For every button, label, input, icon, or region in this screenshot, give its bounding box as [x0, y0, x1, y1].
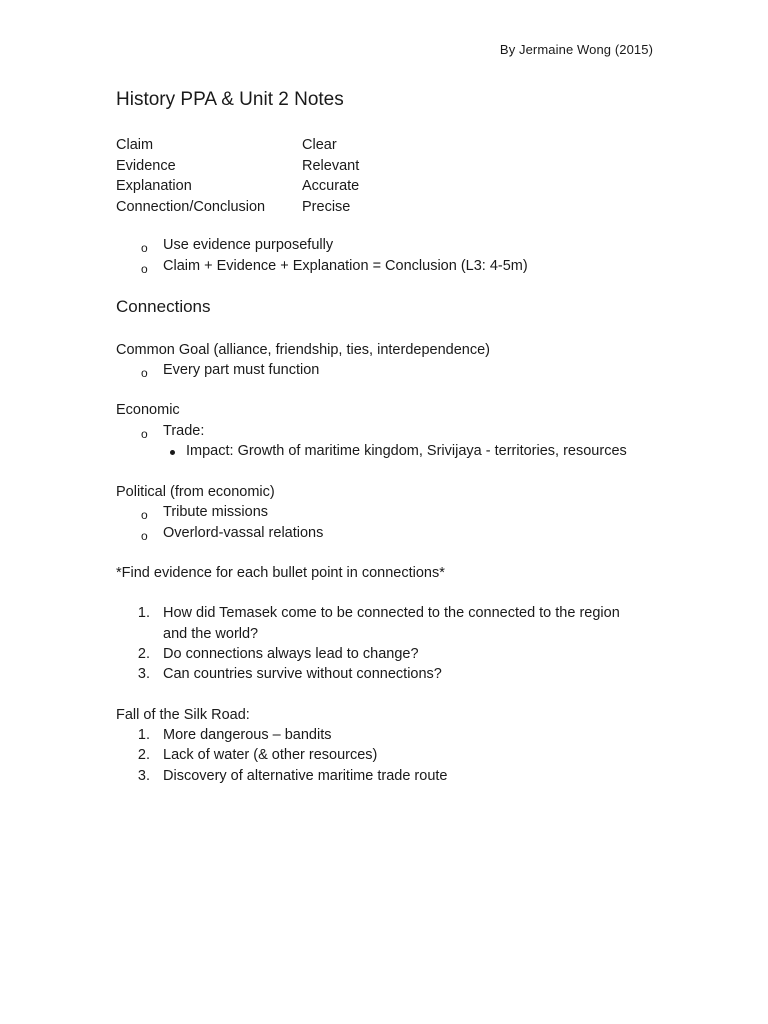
bullet-o-icon: o	[141, 508, 148, 522]
impact-item: Impact: Growth of maritime kingdom, Srivijaya - territories, resources	[186, 443, 627, 459]
trade-item: Trade:	[163, 423, 205, 439]
evidence-note: *Find evidence for each bullet point in connections*	[116, 565, 445, 581]
crec-left: Claim	[116, 137, 154, 153]
bullet-o-icon: o	[141, 529, 148, 543]
bullet-o-icon: o	[141, 262, 148, 276]
crec-right: Relevant	[302, 157, 360, 174]
crec-left: Connection/Conclusion	[116, 198, 266, 215]
question-text: Can countries survive without connections?	[163, 666, 442, 682]
author-credit: By Jermaine Wong (2015)	[499, 42, 653, 57]
question-number: 2.	[137, 646, 150, 662]
silk-road-label: Fall of the Silk Road:	[116, 707, 250, 723]
tip-item: Use evidence purposefully	[163, 237, 334, 253]
crec-row	[116, 135, 359, 156]
crec-table	[116, 135, 359, 217]
crec-left: Explanation	[116, 178, 192, 194]
crec-right: Precise	[302, 198, 351, 215]
political-label: Political (from economic)	[116, 484, 275, 500]
silk-road-item: Lack of water (& other resources)	[163, 747, 378, 763]
silk-road-number: 2.	[137, 747, 150, 763]
bullet-o-icon: o	[141, 366, 148, 380]
crec-row	[116, 176, 359, 197]
question-number: 3.	[137, 666, 150, 682]
crec-left: Evidence	[116, 157, 176, 174]
silk-road-item: Discovery of alternative maritime trade route	[163, 768, 448, 784]
question-number: 1.	[137, 605, 150, 621]
political-item: Tribute missions	[163, 504, 269, 520]
crec-row	[116, 197, 359, 218]
silk-road-number: 3.	[137, 768, 150, 784]
crec-right: Accurate	[302, 178, 360, 194]
common-goal-label: Common Goal (alliance, friendship, ties, interdependence)	[116, 342, 490, 358]
tip-item: Claim + Evidence + Explanation = Conclusion (L3: 4-5m)	[163, 258, 528, 274]
silk-road-item: More dangerous – bandits	[163, 727, 332, 743]
question-text: Do connections always lead to change?	[163, 646, 419, 662]
crec-right: Clear	[302, 137, 337, 153]
bullet-dot-icon	[170, 450, 175, 455]
section-heading-connections: Connections	[116, 297, 211, 316]
crec-row	[116, 156, 359, 177]
economic-label: Economic	[116, 402, 180, 418]
political-item: Overlord-vassal relations	[163, 525, 324, 541]
silk-road-number: 1.	[137, 727, 150, 743]
question-text-continued: and the world?	[163, 626, 259, 642]
bullet-o-icon: o	[141, 241, 148, 255]
question-text: How did Temasek come to be connected to the connected to the region	[163, 605, 620, 621]
common-goal-item: Every part must function	[163, 362, 320, 378]
page-title: History PPA & Unit 2 Notes	[116, 89, 344, 110]
bullet-o-icon: o	[141, 427, 148, 441]
